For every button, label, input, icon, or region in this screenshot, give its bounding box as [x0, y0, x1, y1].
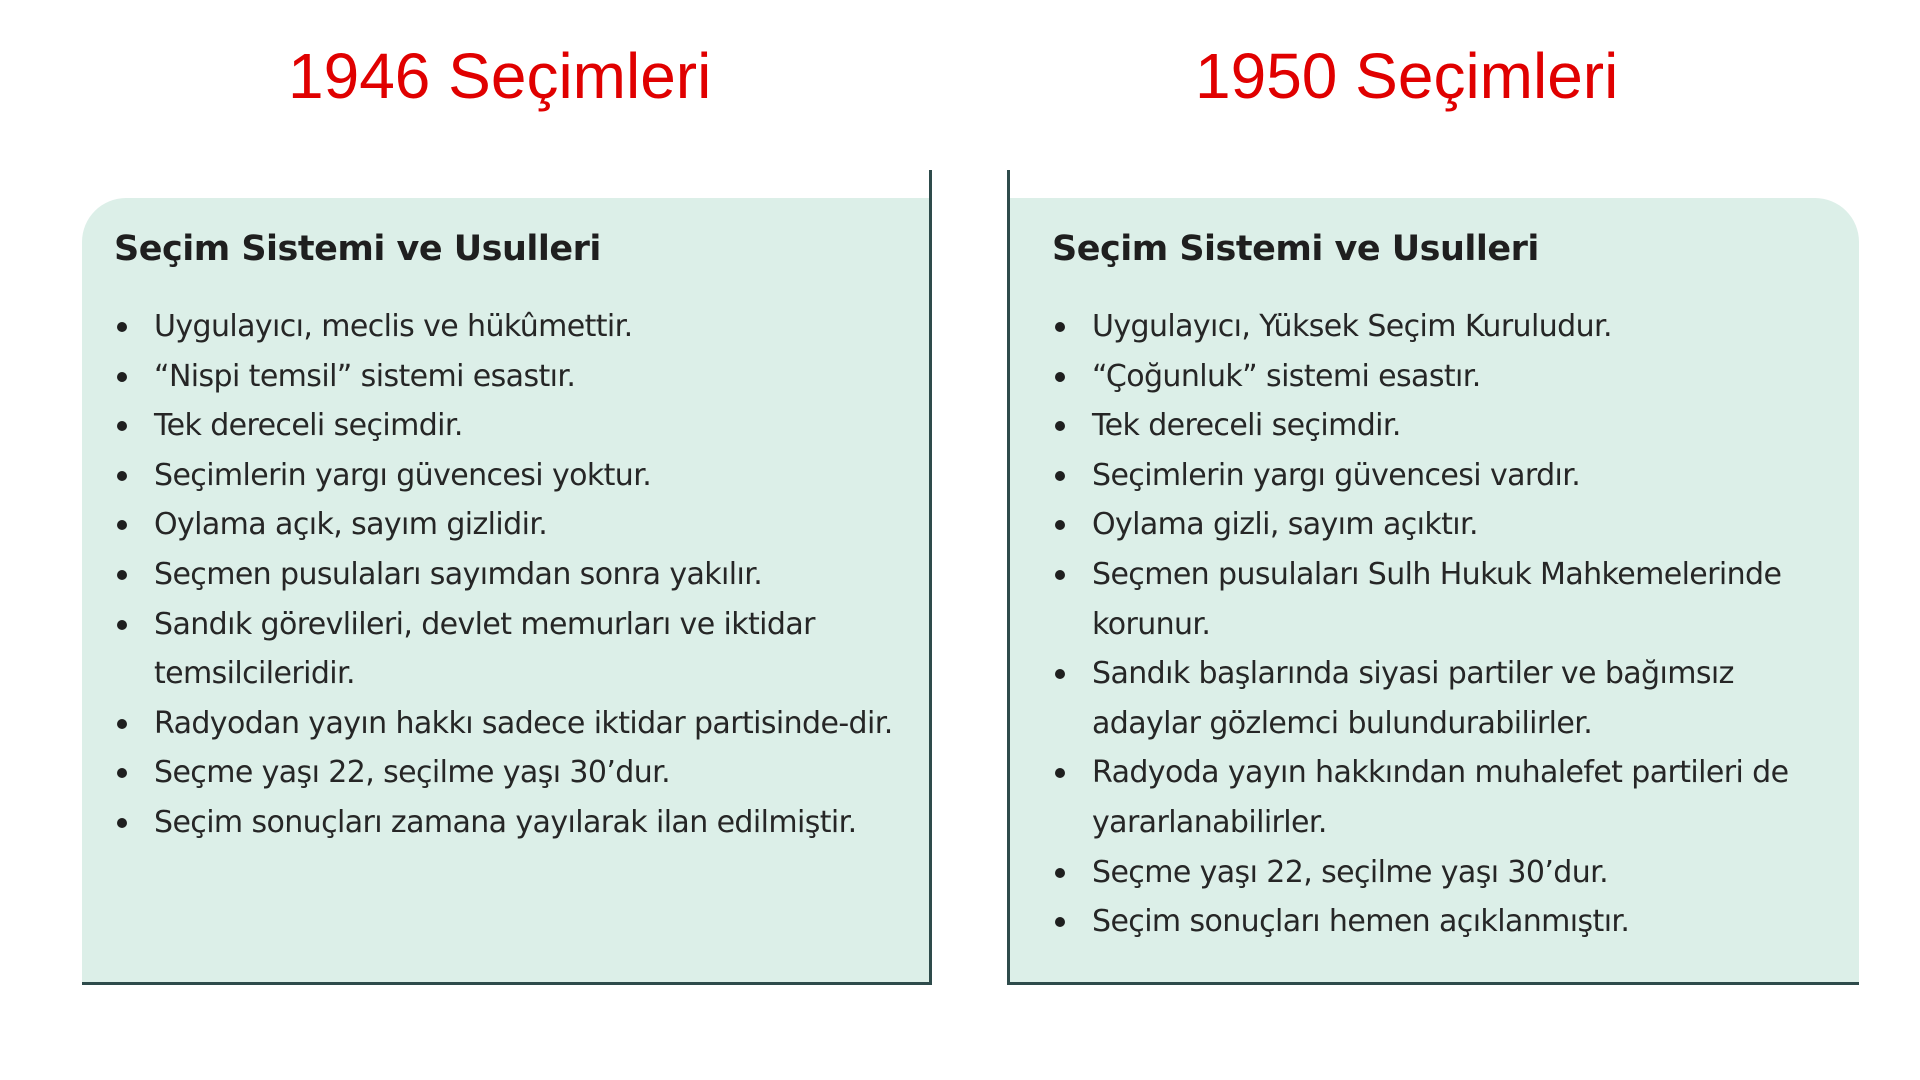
- bullet-icon: [1055, 322, 1065, 332]
- item-text: “Nispi temsil” sistemi esastır.: [154, 358, 576, 394]
- panel-title: Seçim Sistemi ve Usulleri: [114, 229, 601, 269]
- item-text: Oylama açık, sayım gizlidir.: [154, 507, 548, 543]
- list-item: [114, 500, 914, 550]
- bullet-icon: [117, 818, 127, 828]
- bullet-icon: [1055, 520, 1065, 530]
- panel-divider-right: [1007, 170, 1010, 200]
- item-list: [114, 302, 914, 848]
- list-item: [114, 699, 914, 749]
- panel-1946: [82, 198, 932, 985]
- item-text: Sandık başlarında siyasi partiler ve bağımsız adaylar gözlemci bulundurabilirler.: [1092, 656, 1734, 741]
- bullet-icon: [1055, 372, 1065, 382]
- list-item: [114, 550, 914, 600]
- list-item: [1052, 748, 1842, 847]
- list-item: [1052, 401, 1842, 451]
- list-item: [114, 352, 914, 402]
- list-item: [114, 748, 914, 798]
- list-item: [1052, 550, 1842, 649]
- bullet-icon: [117, 719, 127, 729]
- list-item: [114, 798, 914, 848]
- panel-divider-left: [929, 170, 932, 200]
- item-text: Seçme yaşı 22, seçilme yaşı 30’dur.: [154, 755, 671, 791]
- bullet-icon: [1055, 421, 1065, 431]
- list-item: [114, 451, 914, 501]
- item-text: Seçme yaşı 22, seçilme yaşı 30’dur.: [1092, 854, 1609, 890]
- heading-1946: 1946 Seçimleri: [288, 40, 712, 112]
- bullet-icon: [1055, 669, 1065, 679]
- item-text: Seçim sonuçları hemen açıklanmıştır.: [1092, 904, 1630, 940]
- bullet-icon: [1055, 768, 1065, 778]
- bullet-icon: [117, 372, 127, 382]
- item-text: Oylama gizli, sayım açıktır.: [1092, 507, 1478, 543]
- bullet-icon: [117, 471, 127, 481]
- list-item: [114, 302, 914, 352]
- item-list: [1052, 302, 1842, 947]
- list-item: [1052, 302, 1842, 352]
- list-item: [1052, 451, 1842, 501]
- item-text: Radyoda yayın hakkından muhalefet partileri de yararlanabilirler.: [1092, 755, 1789, 840]
- list-item: [114, 401, 914, 451]
- list-item: [1052, 848, 1842, 898]
- item-text: Seçmen pusulaları sayımdan sonra yakılır.: [154, 556, 763, 592]
- bullet-icon: [117, 570, 127, 580]
- item-text: Seçim sonuçları zamana yayılarak ilan edilmiştir.: [154, 804, 857, 840]
- item-text: Tek dereceli seçimdir.: [1092, 408, 1401, 444]
- item-text: Uygulayıcı, meclis ve hükûmettir.: [154, 309, 633, 344]
- list-item: [1052, 897, 1842, 947]
- item-text: Uygulayıcı, Yüksek Seçim Kuruludur.: [1092, 309, 1612, 344]
- bullet-icon: [1055, 868, 1065, 878]
- item-text: Seçmen pusulaları Sulh Hukuk Mahkemelerinde korunur.: [1092, 556, 1782, 642]
- bullet-icon: [117, 421, 127, 431]
- list-item: [1052, 649, 1842, 748]
- item-text: “Çoğunluk” sistemi esastır.: [1092, 358, 1481, 394]
- bullet-icon: [117, 520, 127, 530]
- bullet-icon: [1055, 471, 1065, 481]
- panel-1950: [1007, 198, 1859, 985]
- list-item: [1052, 352, 1842, 402]
- item-text: Sandık görevlileri, devlet memurları ve iktidar temsilcileridir.: [154, 606, 815, 692]
- item-text: Tek dereceli seçimdir.: [154, 408, 463, 444]
- bullet-icon: [1055, 917, 1065, 927]
- bullet-icon: [117, 322, 127, 332]
- bullet-icon: [117, 768, 127, 778]
- bullet-icon: [1055, 570, 1065, 580]
- heading-1950: 1950 Seçimleri: [1195, 40, 1619, 112]
- bullet-icon: [117, 620, 127, 630]
- list-item: [1052, 500, 1842, 550]
- item-text: Seçimlerin yargı güvencesi vardır.: [1092, 457, 1581, 493]
- item-text: Radyodan yayın hakkı sadece iktidar partisinde-dir.: [154, 705, 893, 741]
- panel-title: Seçim Sistemi ve Usulleri: [1052, 229, 1539, 269]
- item-text: Seçimlerin yargı güvencesi yoktur.: [154, 457, 652, 493]
- list-item: [114, 600, 914, 699]
